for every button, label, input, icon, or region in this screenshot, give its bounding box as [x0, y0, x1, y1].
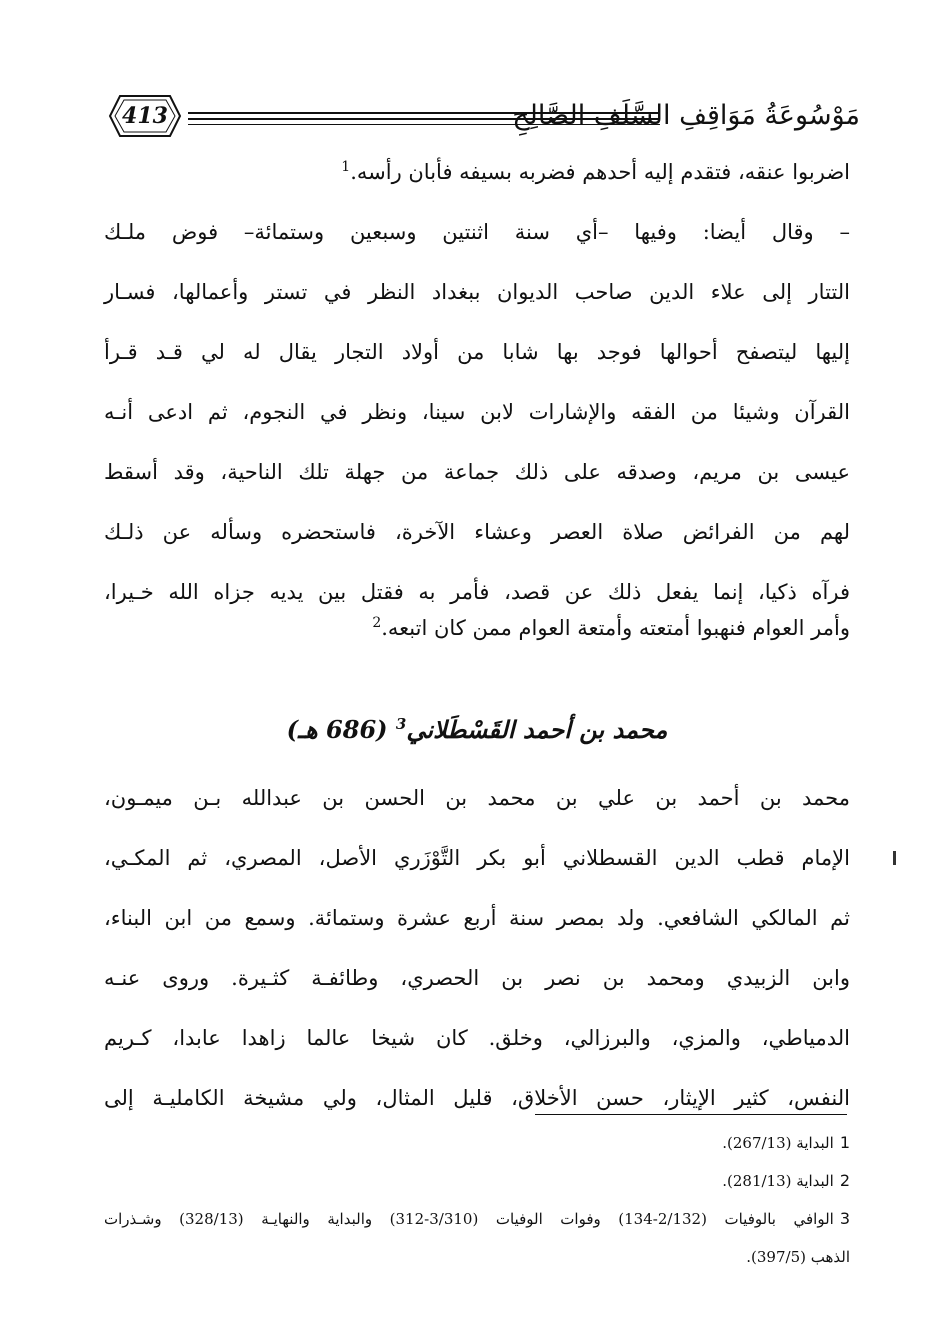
footnote-text: الوافي بالوفيات (2/132-134) وفوات الوفيات (3/310-312) والبداية والنهايـة (328/13) وشـذرات [104, 1210, 834, 1228]
footnote-text: البداية (281/13). [722, 1172, 834, 1190]
text-line: عيسى بن مريم، وصدقه على ذلك جماعة من جهلة تلك الناحية، وقد أسقط [104, 460, 850, 484]
paragraph [104, 598, 850, 658]
series-title: مَوْسُوعَةُ مَوَاقِفِ السَّلَفِ الصَّالِحِ [512, 100, 860, 131]
footnote [104, 1162, 850, 1200]
text-line: النفس، كثير الإيثار، حسن الأخلاق، قليل المثال، ولي مشيخة الكامليـة إلى [104, 1086, 850, 1110]
text-line: وأمر العوام فنهبوا أمتعته وأمتعة العوام ممن كان اتبعه.$^2$ [372, 615, 850, 640]
footnote-text: البداية (267/13). [722, 1134, 834, 1152]
section-heading [104, 700, 850, 760]
paragraph [104, 142, 850, 622]
footnote-rule [535, 1114, 847, 1115]
heading-name: محمد بن أحمد القَسْطَلاني [406, 715, 668, 744]
text-line: ثم المالكي الشافعي. ولد بمصر سنة أربع عشرة وستمائة. وسمع من ابن البناء، [104, 906, 850, 930]
page-number-frame [106, 92, 184, 140]
footnotes [104, 1124, 850, 1276]
footnote-reference[interactable]: 1 [341, 159, 351, 175]
text-line: فرآه ذكيا، إنما يفعل ذلك عن قصد، فأمر به فقتل بين يديه جزاه الله خـيرا، [104, 580, 850, 604]
footnote-reference[interactable]: 3 [395, 715, 407, 733]
text-line: لهم من الفرائض صلاة العصر وعشاء الآخرة، فاستحضره وسأله عن ذلـك [104, 520, 850, 544]
page-number: 413 [122, 103, 168, 129]
text-line: القرآن وشيئا من الفقه والإشارات لابن سينا، ونظر في النجوم، ثم ادعى أنـه [104, 400, 850, 424]
footnote [104, 1200, 850, 1238]
footnote-number: 2 [839, 1171, 850, 1190]
heading-year: (686 هـ) [286, 715, 388, 744]
footnote-text: الذهب (397/5). [746, 1248, 850, 1266]
text-line: الإمام قطب الدين القسطلاني أبو بكر التَّوْزَري الأصل، المصري، ثم المكـي، [104, 846, 850, 870]
page-header [100, 90, 860, 146]
text-line: إليها ليتصفح أحوالها فوجد بها شابا من أولاد التجار يقال له لي قـد قـرأ [104, 340, 850, 364]
text-line: اضربوا عنقه، فتقدم إليه أحدهم فضربه بسيفه فأبان رأسه.$^1$ [341, 159, 850, 184]
text-line: محمد بن أحمد بن علي بن محمد بن الحسن بن عبدالله بـن ميمـون، [104, 786, 850, 810]
text-line: التتار إلى علاء الدين صاحب الديوان ببغداد النظر في تستر وأعمالها، فسـار [104, 280, 850, 304]
footnote [104, 1124, 850, 1162]
footnote-number: 1 [839, 1133, 850, 1152]
paragraph [104, 768, 850, 1128]
text-line: – وقال أيضا: وفيها –أي سنة اثنتين وسبعين وستمائة– فوض ملـك [104, 220, 850, 244]
footnote-reference[interactable]: 2 [372, 615, 382, 631]
margin-mark [893, 851, 896, 865]
footnote-number: 3 [839, 1209, 851, 1228]
text-line: وابن الزبيدي ومحمد بن نصر بن الحصري، وطائفـة كثـيرة. وروى عنـه [104, 966, 851, 990]
footnote-continuation [104, 1238, 850, 1276]
text-line: الدمياطي، والمزي، والبرزالي، وخلق. كان شيخا عالما زاهدا عابدا، كـريم [104, 1026, 850, 1050]
